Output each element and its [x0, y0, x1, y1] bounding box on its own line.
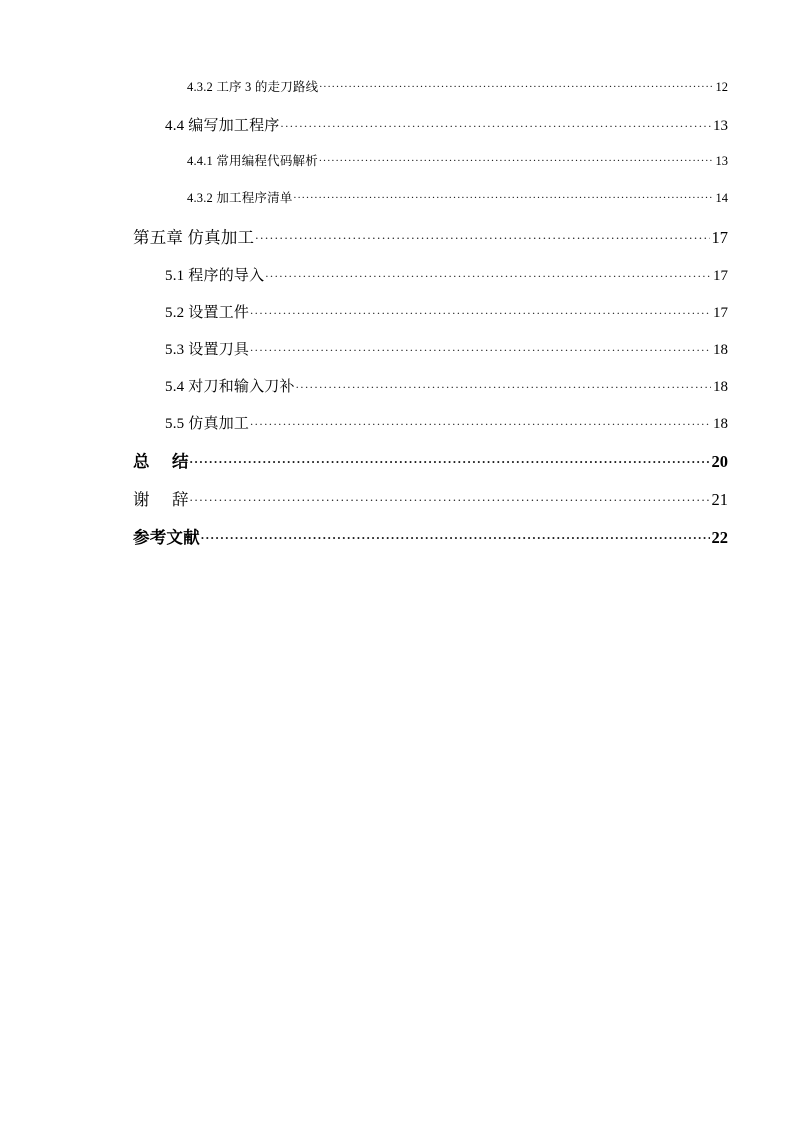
toc-leader-dots: [319, 152, 714, 165]
toc-leader-dots: [296, 376, 711, 391]
toc-leader-dots: [201, 526, 710, 543]
toc-page-number: 17: [713, 268, 728, 284]
toc-entry-acknowledgement[interactable]: [0, 488, 800, 526]
toc-entry[interactable]: [0, 302, 800, 339]
toc-entry-label: 4.3.2 工序 3 的走刀路线: [187, 79, 319, 94]
toc-entry-label: 参考文献: [133, 527, 200, 547]
toc-entry-label-char-2: 结: [171, 451, 189, 471]
toc-page-number: 18: [713, 416, 728, 432]
toc-leader-dots: [294, 189, 714, 202]
toc-entry[interactable]: [0, 265, 800, 302]
toc-entry-list: [0, 78, 800, 564]
toc-page-number: 14: [715, 190, 728, 205]
toc-entry-label: 5.1 程序的导入: [165, 268, 265, 284]
toc-entry-label-char-2: 辞: [171, 489, 189, 509]
toc-page-number: 20: [711, 451, 728, 471]
toc-page-number: 17: [713, 305, 728, 321]
toc-leader-dots: [190, 488, 710, 505]
toc-page-number: 13: [715, 153, 728, 168]
toc-leader-dots: [281, 115, 711, 130]
toc-page-number: 18: [713, 379, 728, 395]
toc-entry-label: 4.4.1 常用编程代码解析: [187, 153, 318, 168]
toc-page-number: 13: [713, 118, 728, 134]
toc-page-number: 18: [713, 342, 728, 358]
toc-leader-dots: [265, 265, 711, 280]
toc-entry-conclusion[interactable]: [0, 450, 800, 488]
toc-entry[interactable]: [0, 376, 800, 413]
toc-entry-references[interactable]: [0, 526, 800, 564]
toc-entry-label: 5.3 设置刀具: [165, 342, 250, 358]
toc-entry-label: 4.4 编写加工程序: [165, 118, 280, 134]
toc-page-number: 21: [711, 489, 728, 509]
toc-page-number: 22: [711, 527, 728, 547]
toc-entry-label: [133, 489, 189, 509]
toc-leader-dots: [250, 302, 711, 317]
toc-entry-label: 5.2 设置工件: [165, 305, 250, 321]
toc-entry-label: 第五章 仿真加工: [133, 227, 255, 247]
toc-leader-dots: [250, 339, 711, 354]
toc-entry-label-char-1: 总: [133, 451, 150, 471]
toc-entry[interactable]: [0, 115, 800, 152]
toc-entry-label: 5.4 对刀和输入刀补: [165, 379, 295, 395]
toc-entry-label: [133, 451, 189, 471]
toc-entry[interactable]: [0, 78, 800, 115]
toc-entry-label: 5.5 仿真加工: [165, 416, 250, 432]
toc-entry-label-char-1: 谢: [133, 489, 150, 509]
toc-leader-dots: [190, 450, 710, 467]
toc-leader-dots: [319, 78, 713, 91]
toc-page-number: 12: [715, 79, 728, 94]
toc-leader-dots: [255, 226, 709, 243]
toc-entry[interactable]: [0, 339, 800, 376]
toc-leader-dots: [250, 413, 711, 428]
toc-entry[interactable]: [0, 413, 800, 450]
toc-page-number: 17: [711, 227, 728, 247]
toc-entry-chapter[interactable]: [0, 226, 800, 265]
toc-entry-label: 4.3.2 加工程序清单: [187, 190, 293, 205]
toc-entry[interactable]: [0, 189, 800, 226]
toc-entry[interactable]: [0, 152, 800, 189]
